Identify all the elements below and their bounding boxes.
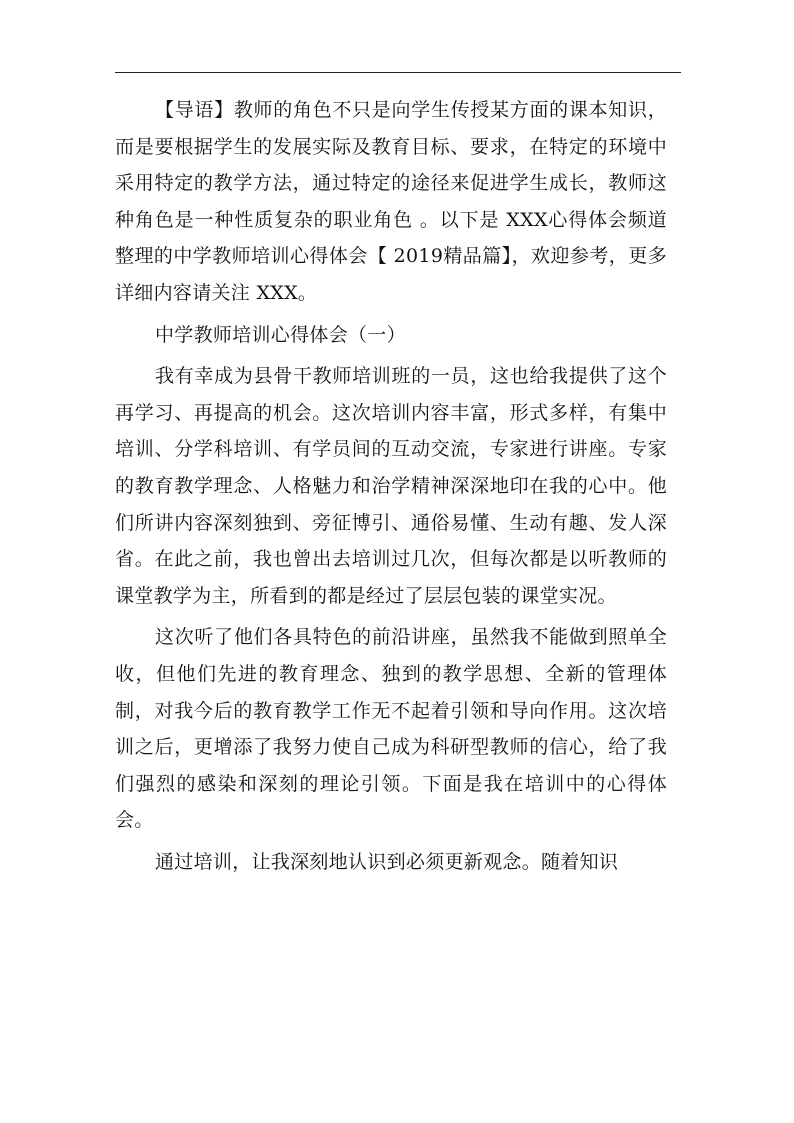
body-paragraph-2: 这次听了他们各具特色的前沿讲座，虽然我不能做到照单全收，但他们先进的教育理念、独到的教学思想、全新的管理体制，对我今后的教育教学工作无不起着引领和导向作用。这次培训之后，更增添了我努力使自己成为科研型教师的信心，给了我们强烈的感染和深刻的理论引领。下面是我在培训中的心得体会。 [115,626,667,832]
body-paragraph-3: 通过培训，让我深刻地认识到必须更新观念。随着知识 [155,850,619,873]
body-paragraph-1: 我有幸成为县骨干教师培训班的一员，这也给我提供了这个再学习、再提高的机会。这次培训内容丰富，形式多样，有集中培训、分学科培训、有学员间的互动交流，专家进行讲座。专家的教育教学理念、人格魅力和治学精神深深地印在我的心中。他们所讲内容深刻独到、旁征博引、通俗易懂、生动有趣、发人深省。在此之前，我也曾出去培训过几次，但每次都是以听教师的课堂教学为主，所看到的都是经过了层层包装的课堂实况。 [115,365,667,607]
section-heading: 中学教师培训心得体会（一） [155,323,406,346]
header-rule [115,72,681,73]
document-body [115,92,667,885]
intro-paragraph: 【导语】教师的角色不只是向学生传授某方面的课本知识，而是要根据学生的发展实际及教育目标、要求，在特定的环境中采用特定的教学方法，通过特定的途径来促进学生成长，教师这种角色是一种性质复杂的职业角色 。以下是 XXX心得体会频道整理的中学教师培训心得体会【 2019精品篇】，欢迎参考，更多详细内容请关注 XXX。 [115,99,667,304]
